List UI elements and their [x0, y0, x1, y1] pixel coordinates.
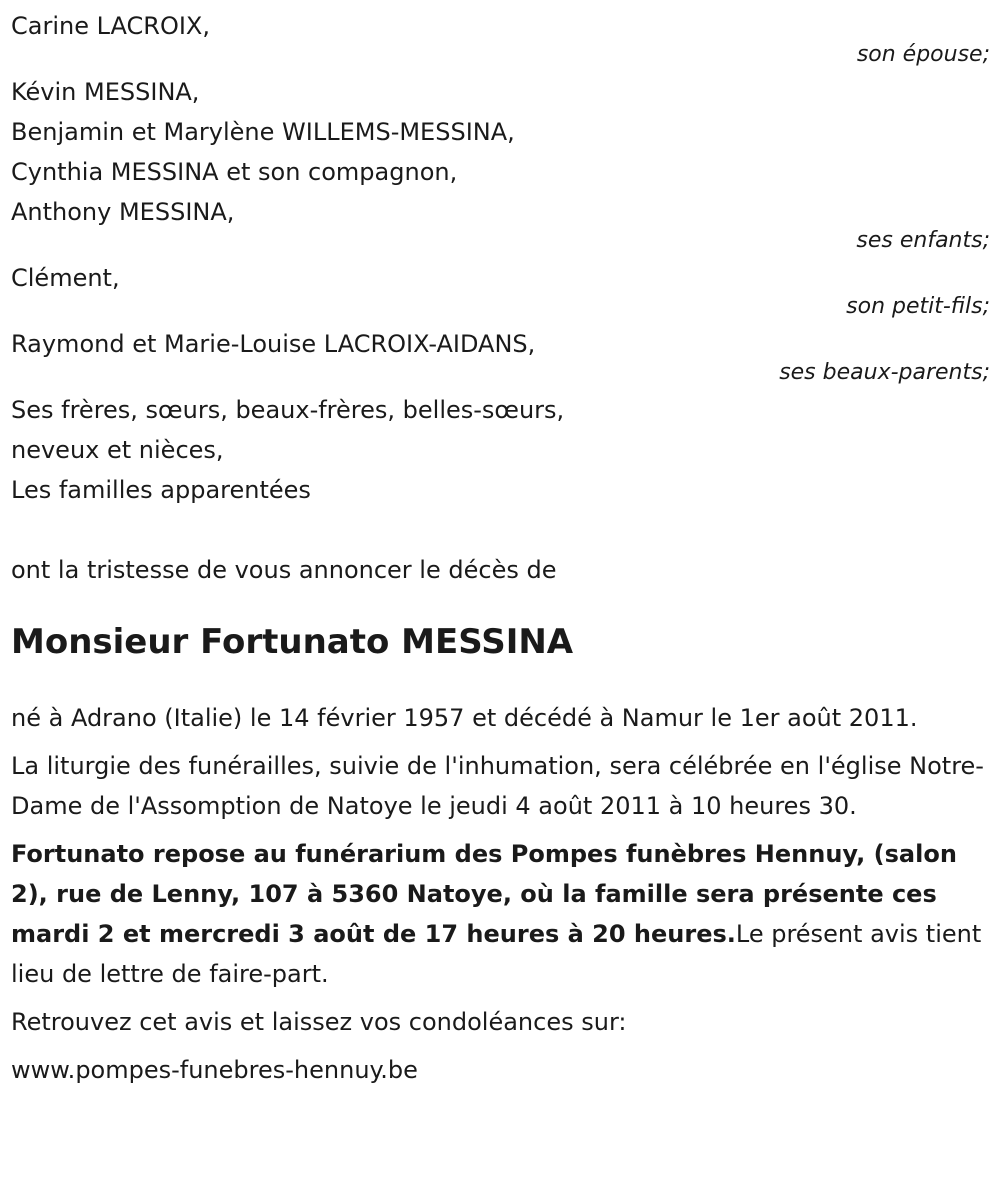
family-member-name: Carine LACROIX,: [11, 12, 210, 40]
family-member-name: Kévin MESSINA,: [11, 78, 200, 106]
family-group-spouse: [11, 6, 990, 66]
relatives-line: neveux et nièces,: [11, 436, 224, 464]
notice-statement: Le présent avis tient lieu de lettre de faire-part.: [11, 920, 982, 988]
deceased-name: Monsieur Fortunato MESSINA: [11, 622, 574, 662]
family-member-name: Anthony MESSINA,: [11, 198, 235, 226]
family-role: ses enfants;: [856, 228, 990, 253]
birth-death-text: né à Adrano (Italie) le 14 février 1957 et décédé à Namur le 1er août 2011.: [11, 704, 918, 732]
family-group-grandson: [11, 258, 990, 318]
announcement-text: ont la tristesse de vous annoncer le décès de: [11, 556, 557, 584]
family-group-children: [11, 72, 990, 252]
relatives-line: Les familles apparentées: [11, 476, 311, 504]
website-link[interactable]: www.pompes-funebres-hennuy.be: [11, 1056, 418, 1084]
visitation-details: Fortunato repose au funérarium des Pompes funèbres Hennuy, (salon 2), rue de Lenny, 107 à 5360 Natoye, où la famille sera présente ces mardi 2 et mercredi 3 août de 17 heures à 20 heures.: [11, 840, 957, 948]
family-role: ses beaux-parents;: [779, 360, 990, 385]
visitation-paragraph: [11, 834, 990, 994]
relatives-line: Ses frères, sœurs, beaux-frères, belles-sœurs,: [11, 396, 565, 424]
condolences-prompt: Retrouvez cet avis et laissez vos condoléances sur:: [11, 1008, 627, 1036]
liturgy-text: La liturgie des funérailles, suivie de l'inhumation, sera célébrée en l'église Notre-Dame de l'Assomption de Natoye le jeudi 4 août 2011 à 10 heures 30.: [11, 752, 984, 820]
family-member-name: Clément,: [11, 264, 120, 292]
family-member-name: Cynthia MESSINA et son compagnon,: [11, 158, 458, 186]
family-role: son épouse;: [856, 42, 990, 67]
family-role: son petit-fils;: [846, 294, 990, 319]
family-member-name: Raymond et Marie-Louise LACROIX-AIDANS,: [11, 330, 536, 358]
family-group-parents-in-law: [11, 324, 990, 384]
family-member-name: Benjamin et Marylène WILLEMS-MESSINA,: [11, 118, 515, 146]
relatives-group: [11, 390, 990, 510]
